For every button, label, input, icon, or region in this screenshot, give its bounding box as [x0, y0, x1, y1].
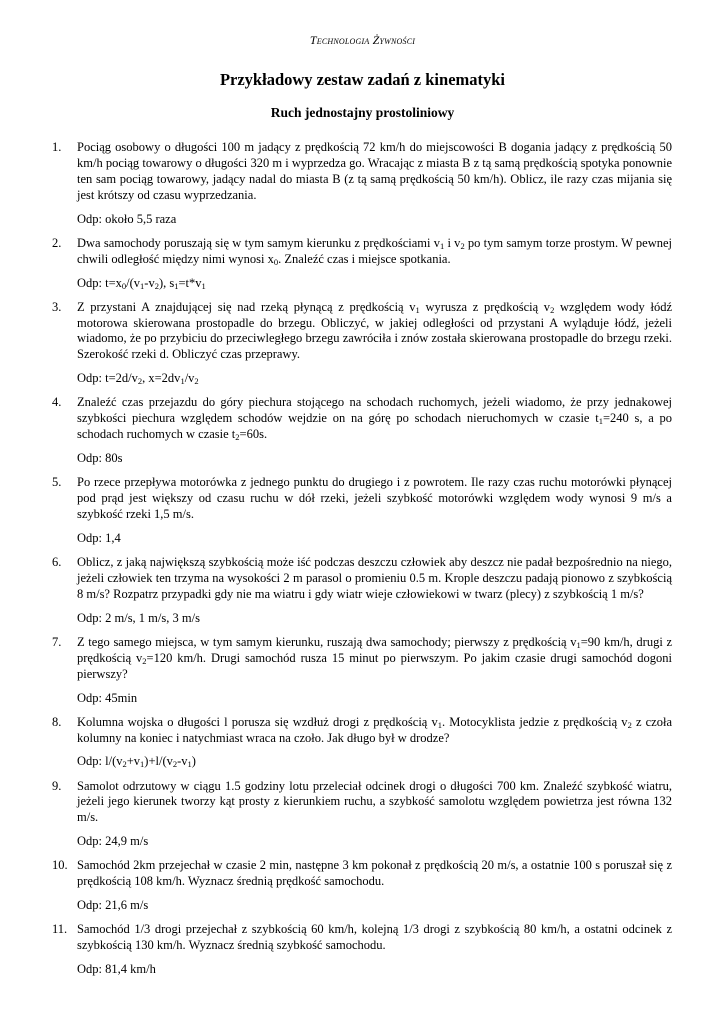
task-item — [52, 300, 672, 388]
task-text: Samolot odrzutowy w ciągu 1.5 godziny lotu przeleciał odcinek drogi o długości 700 km. Znaleźć szybkość wiatru, jeżeli jego kierunek tworzy kąt prosty z kierunkiem ruchu, a szybkość samolotu względem powietrza jest równa 132 m/s. — [77, 778, 672, 825]
task-item — [52, 715, 672, 771]
task-number: 7. — [52, 634, 62, 649]
task-text: Pociąg osobowy o długości 100 m jadący z prędkością 72 km/h do miejscowości B dogania jadący z prędkością 50 km/h pociąg towarowy o długości 320 m i wyprzedza go. Wracając z miasta B z tą samą prędkością spotyka ponownie ten sam pociąg towarowy, jadący nadal do miasta B (z tą samą prędkością 50 km/h). Oblicz, ile razy czas mijania się jest krótszy od czasu wyprzedzania. — [77, 140, 672, 202]
task-item — [52, 140, 672, 228]
task-text: Samochód 2km przejechał w czasie 2 min, następne 3 km pokonał z prędkością 20 m/s, a ostatnie 100 s poruszał się z prędkością 108 km/h. Wyznacz średnią prędkość samochodu. — [77, 858, 672, 889]
task-number: 3. — [52, 299, 62, 314]
task-answer: Odp: 21,6 m/s — [77, 898, 149, 913]
task-answer: Odp: $t=x_0/(v_1-v_2)$, $s_1=t*v_1$ — [77, 275, 206, 291]
task-number: 10. — [52, 858, 68, 873]
task-number: 2. — [52, 235, 62, 250]
task-answer: Odp: $l/(v_2+v_1)+l/(v_2-v_1)$ — [77, 754, 196, 770]
task-number: 9. — [52, 778, 62, 793]
page-header: Technologia Żywności — [309, 33, 416, 47]
task-list — [52, 140, 672, 986]
task-number: 4. — [52, 395, 62, 410]
task-text: Z przystani A znajdującej się nad rzeką płynącą z prędkością $v_1$ wyrusza z prędkością $v_2$ względem wody łódź motorowa skierowana prostopadle do brzegu. Obliczyć, w jakiej odległości od przystani A wyląduje łódź, jeżeli wiadomo, że po przybiciu do przeciwległego brzegu zawróciła i znów została skierowana prostopadle do brzegu rzeki. Szerokość rzeki d. Obliczyć czas przeprawy. — [77, 299, 672, 362]
task-item — [52, 555, 672, 627]
task-item — [52, 858, 672, 914]
task-item — [52, 779, 672, 851]
task-item — [52, 635, 672, 707]
task-text: Kolumna wojska o długości l porusza się wzdłuż drogi z prędkością $v_1$. Motocyklista jedzie z prędkością $v_2$ z czoła kolumny na koniec i natychmiast wraca na czoło. Jak długo był w drodze? — [77, 714, 673, 745]
task-answer: Odp: $t=2d/v_2$, $x=2dv_1/v_2$ — [77, 371, 199, 387]
task-number: 6. — [52, 554, 62, 569]
section-subtitle: Ruch jednostajny prostoliniowy — [270, 105, 455, 120]
document-title: Przykładowy zestaw zadań z kinematyki — [219, 70, 506, 89]
task-answer: Odp: 81,4 km/h — [77, 962, 156, 977]
task-item — [52, 475, 672, 547]
task-text: Dwa samochody poruszają się w tym samym kierunku z prędkościami $v_1$ i $v_2$ po tym samym torze prostym. W pewnej chwili odległość między nimi wynosi $x_0$. Znaleźć czas i miejsce spotkania. — [77, 235, 673, 267]
task-answer: Odp: około 5,5 raza — [77, 211, 177, 226]
task-answer: Odp: 24,9 m/s — [77, 834, 149, 849]
task-answer: Odp: 80s — [77, 451, 123, 466]
task-answer: Odp: 45min — [77, 690, 138, 705]
task-text: Z tego samego miejsca, w tym samym kierunku, ruszają dwa samochody; pierwszy z prędkością $v_1=90$ km/h, drugi z prędkością $v_2=120$ km/h. Drugi samochód rusza 15 minut po pierwszym. Po jakim czasie drugi samochód dogoni pierwszy? — [77, 634, 672, 681]
task-number: 11. — [52, 922, 68, 937]
task-number: 5. — [52, 475, 62, 490]
task-text: Samochód 1/3 drogi przejechał z szybkością 60 km/h, kolejną 1/3 drogi z szybkością 80 km/h, a ostatni odcinek z szybkością 130 km/h. Wyznacz średnią szybkość samochodu. — [77, 922, 672, 953]
task-text: Po rzece przepływa motorówka z jednego punktu do drugiego i z powrotem. Ile razy czas ruchu motorówki płynącej pod prąd jest większy od czasu ruchu w dół rzeki, jeżeli szybkość motorówki względem wody wynosi 9 m/s a szybkość rzeki 1,5 m/s. — [77, 475, 672, 521]
task-item — [52, 922, 672, 978]
task-item — [52, 236, 672, 292]
task-text: Znaleźć czas przejazdu do góry piechura stojącego na schodach ruchomych, jeżeli wiadomo, że przy jednakowej szybkości piechura względem schodów wejdzie on na górę po schodach nieruchomych w czasie $t_1=240$ s, a po schodach ruchomych w czasie $t_2=60s$. — [77, 395, 672, 443]
task-text: Oblicz, z jaką największą szybkością może iść podczas deszczu człowiek aby deszcz nie padał bezpośrednio na niego, jeżeli człowiek ten trzyma na wysokości 2 m parasol o promieniu 0.5 m. Krople deszczu padają pionowo z szybkością 8 m/s? Rozpatrz przypadki gdy nie ma wiatru i gdy wiatr wieje człowiekowi w twarz (plecy) z szybkością 1 m/s? — [77, 554, 672, 601]
task-number: 1. — [52, 140, 62, 154]
task-number: 8. — [52, 714, 62, 729]
task-answer: Odp: 1,4 — [77, 530, 121, 545]
task-answer: Odp: 2 m/s, 1 m/s, 3 m/s — [77, 610, 200, 625]
task-item — [52, 395, 672, 467]
